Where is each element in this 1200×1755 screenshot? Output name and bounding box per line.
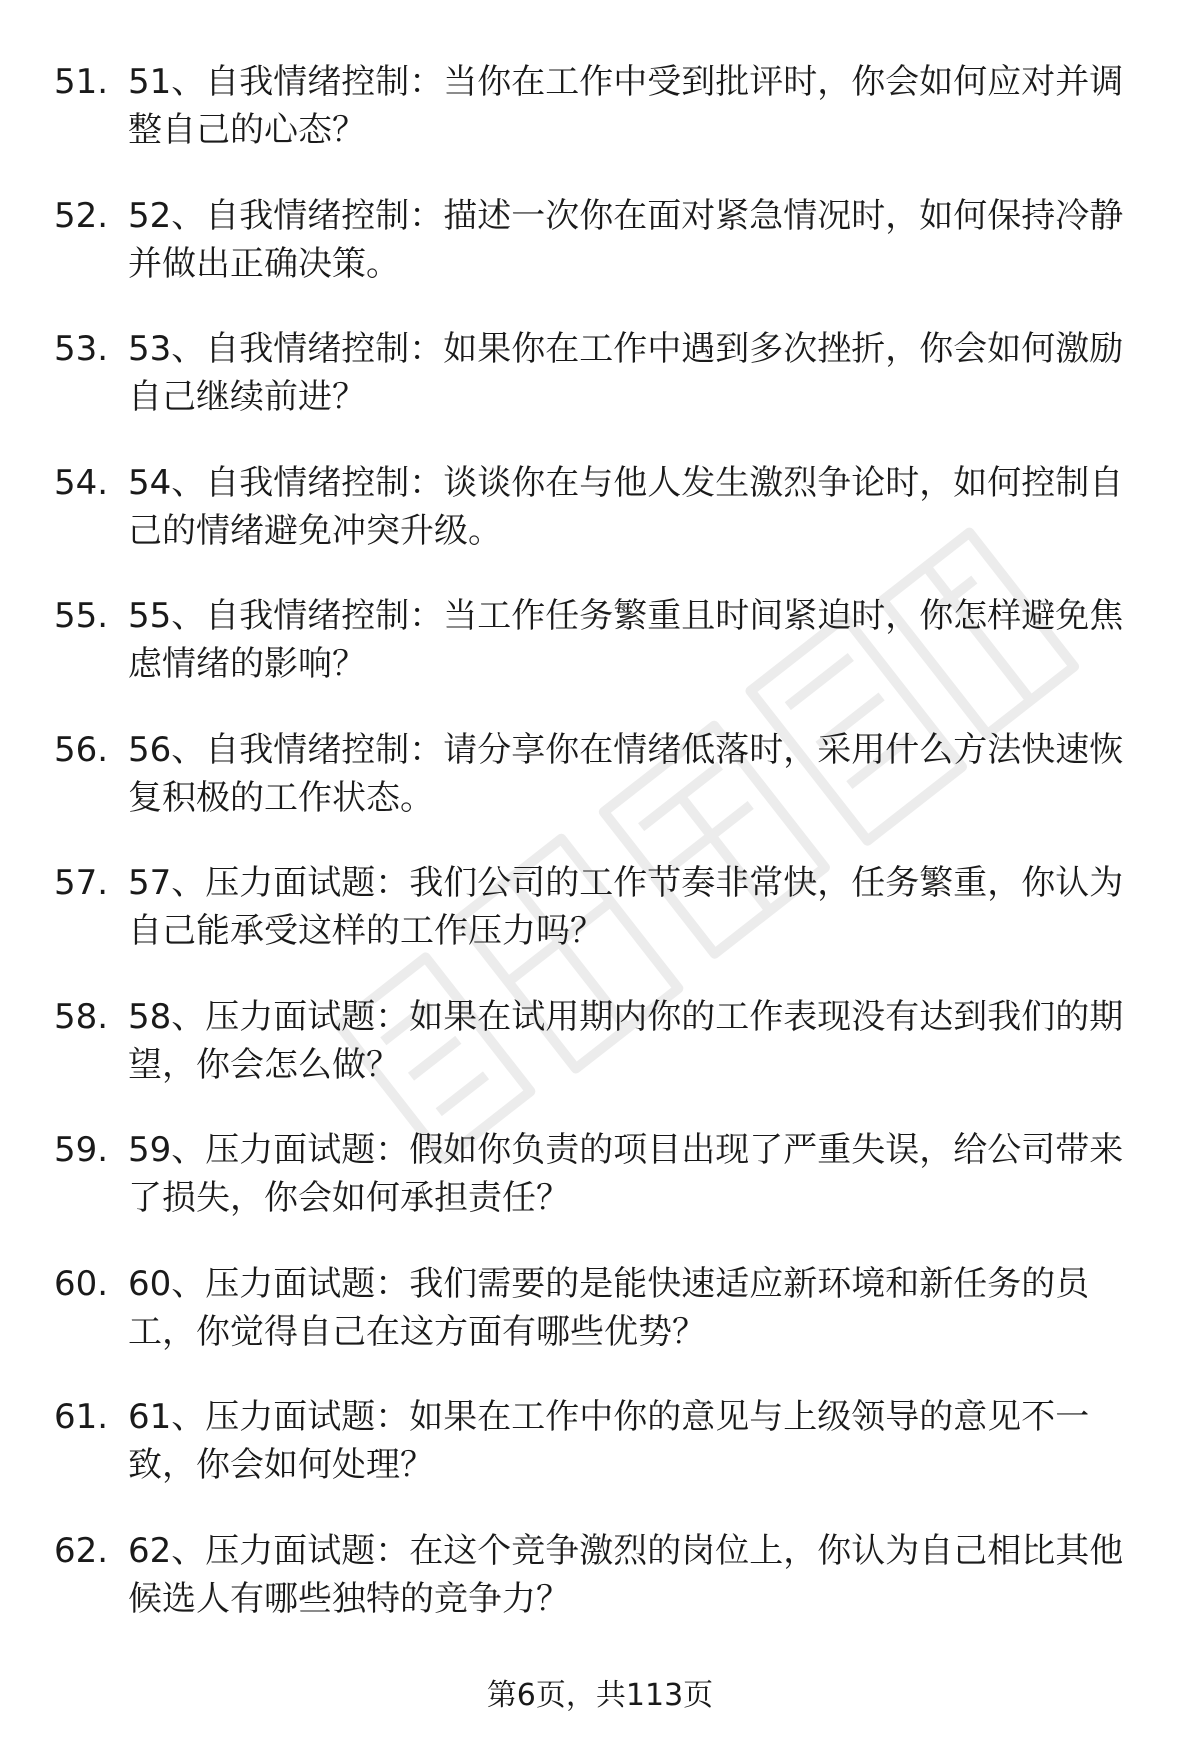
question-text: 56、自我情绪控制：请分享你在情绪低落时，采用什么方法快速恢复积极的工作状态。 (128, 729, 1124, 818)
question-number: 55. (54, 596, 109, 636)
question-text: 55、自我情绪控制：当工作任务繁重且时间紧迫时，你怎样避免焦虑情绪的影响？ (128, 596, 1124, 684)
question-item (0, 1527, 1200, 1661)
question-item (0, 1393, 1200, 1527)
question-number: 51. (54, 62, 109, 102)
question-number: 57. (54, 863, 109, 903)
question-number: 53. (54, 329, 109, 369)
question-item (0, 592, 1200, 726)
question-number: 61. (54, 1397, 109, 1437)
question-item (0, 58, 1200, 192)
question-text: 54、自我情绪控制：谈谈你在与他人发生激烈争论时，如何控制自己的情绪避免冲突升级。 (128, 462, 1124, 551)
question-list (0, 58, 1200, 1660)
question-number: 52. (54, 195, 109, 236)
question-item (0, 1260, 1200, 1394)
question-item (0, 325, 1200, 459)
question-text: 58、压力面试题：如果在试用期内你的工作表现没有达到我们的期望，你会怎么做？ (128, 996, 1124, 1085)
question-text: 52、自我情绪控制：描述一次你在面对紧急情况时，如何保持冷静并做出正确决策。 (128, 195, 1124, 284)
question-item (0, 1126, 1200, 1260)
question-item (0, 726, 1200, 860)
question-text: 51、自我情绪控制：当你在工作中受到批评时，你会如何应对并调整自己的心态？ (128, 62, 1124, 150)
question-text: 60、压力面试题：我们需要的是能快速适应新环境和新任务的员工，你觉得自己在这方面有哪些优势？ (128, 1263, 1090, 1352)
question-text: 61、压力面试题：如果在工作中你的意见与上级领导的意见不一致，你会如何处理？ (128, 1397, 1090, 1485)
question-text: 62、压力面试题：在这个竞争激烈的岗位上，你认为自己相比其他候选人有哪些独特的竞争力？ (128, 1530, 1124, 1619)
question-text: 53、自我情绪控制：如果你在工作中遇到多次挫折，你会如何激励自己继续前进？ (128, 329, 1124, 417)
question-item (0, 859, 1200, 993)
question-item (0, 993, 1200, 1127)
page-number-footer: 第6页，共113页 (486, 1678, 714, 1713)
question-text: 57、压力面试题：我们公司的工作节奏非常快，任务繁重，你认为自己能承受这样的工作压力吗？ (128, 863, 1124, 951)
question-number: 54. (54, 462, 109, 503)
question-item (0, 459, 1200, 593)
question-text: 59、压力面试题：假如你负责的项目出现了严重失误，给公司带来了损失，你会如何承担责任？ (128, 1130, 1124, 1218)
question-item (0, 192, 1200, 326)
question-number: 56. (54, 729, 109, 770)
question-number: 60. (54, 1263, 109, 1304)
question-number: 59. (54, 1130, 109, 1170)
question-number: 58. (54, 996, 109, 1037)
question-number: 62. (54, 1530, 109, 1571)
